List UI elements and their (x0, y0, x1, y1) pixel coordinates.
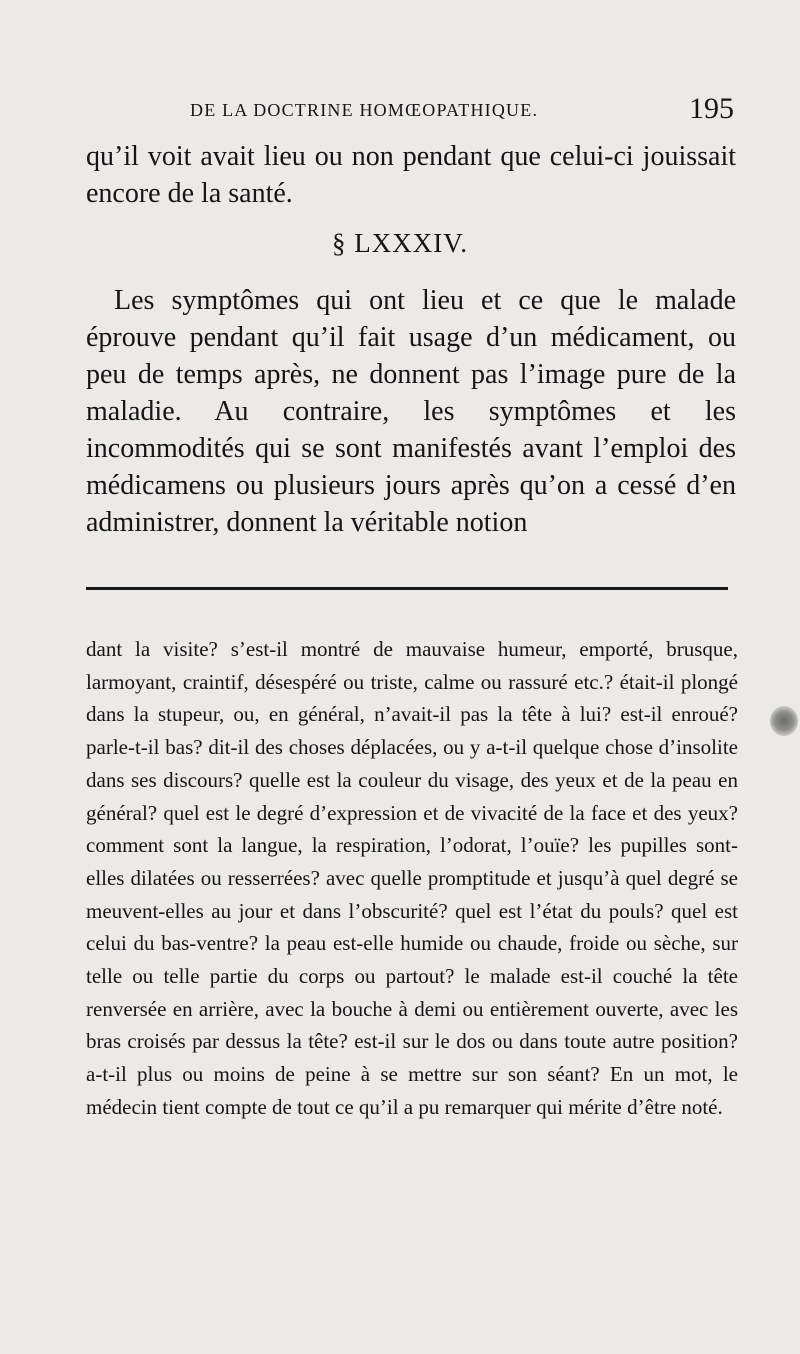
running-head (86, 92, 734, 126)
footnote-text: dant la visite? s’est-il montré de mauvaise humeur, emporté, brusque, larmoyant, craintif, désespéré ou triste, calme ou rassuré etc.? était-il plongé dans la stupeur, ou, en général, n’avait-il pas la tête à lui? est-il enroué? parle-t-il bas? dit-il des choses déplacées, ou y a-t-il quelque chose d’insolite dans ses discours? quelle est la couleur du visage, des yeux et de la peau en général? quel est le degré d’expression et de vivacité de la face et des yeux? comment sont la langue, la respiration, l’odorat, l’ouïe? les pupilles sont-elles dilatées ou resserrées? avec quelle promptitude et jusqu’à quel degré se meuvent-elles au jour et dans l’obscurité? quel est l’état du pouls? quel est celui du bas-ventre? la peau est-elle humide ou chaude, froide ou sèche, sur telle ou telle partie du corps ou partout? le malade est-il couché la tête renversée en arrière, avec la bouche à demi ou entièrement ouverte, avec les bras croisés par dessus la tête? est-il sur le dos ou dans toute autre position? a-t-il plus ou moins de peine à se mettre sur son séant? En un mot, le médecin tient compte de tout ce qu’il a pu remarquer qui mérite d’être noté. (86, 637, 738, 1119)
section-body (86, 282, 736, 541)
page-number: 195 (689, 92, 734, 125)
section-heading: § LXXXIV. (332, 228, 468, 258)
ink-spot-mark (770, 706, 798, 736)
running-title: DE LA DOCTRINE HOMŒOPATHIQUE. (190, 100, 539, 120)
continuation-paragraph (86, 138, 736, 212)
continuation-text: qu’il voit avait lieu ou non pendant que celui-ci jouissait encore de la santé. (86, 141, 736, 209)
footnote-divider (86, 587, 728, 590)
footnote (86, 633, 738, 1124)
section-paragraph: Les symptômes qui ont lieu et ce que le malade éprouve pendant qu’il fait usage d’un médicament, ou peu de temps après, ne donnent pas l’image pure de la maladie. Au contraire, les symptômes et les incommodités qui se sont manifestés avant l’emploi des médicamens ou plusieurs jours après qu’on a cessé d’en administrer, donnent la véritable notion (86, 285, 736, 538)
